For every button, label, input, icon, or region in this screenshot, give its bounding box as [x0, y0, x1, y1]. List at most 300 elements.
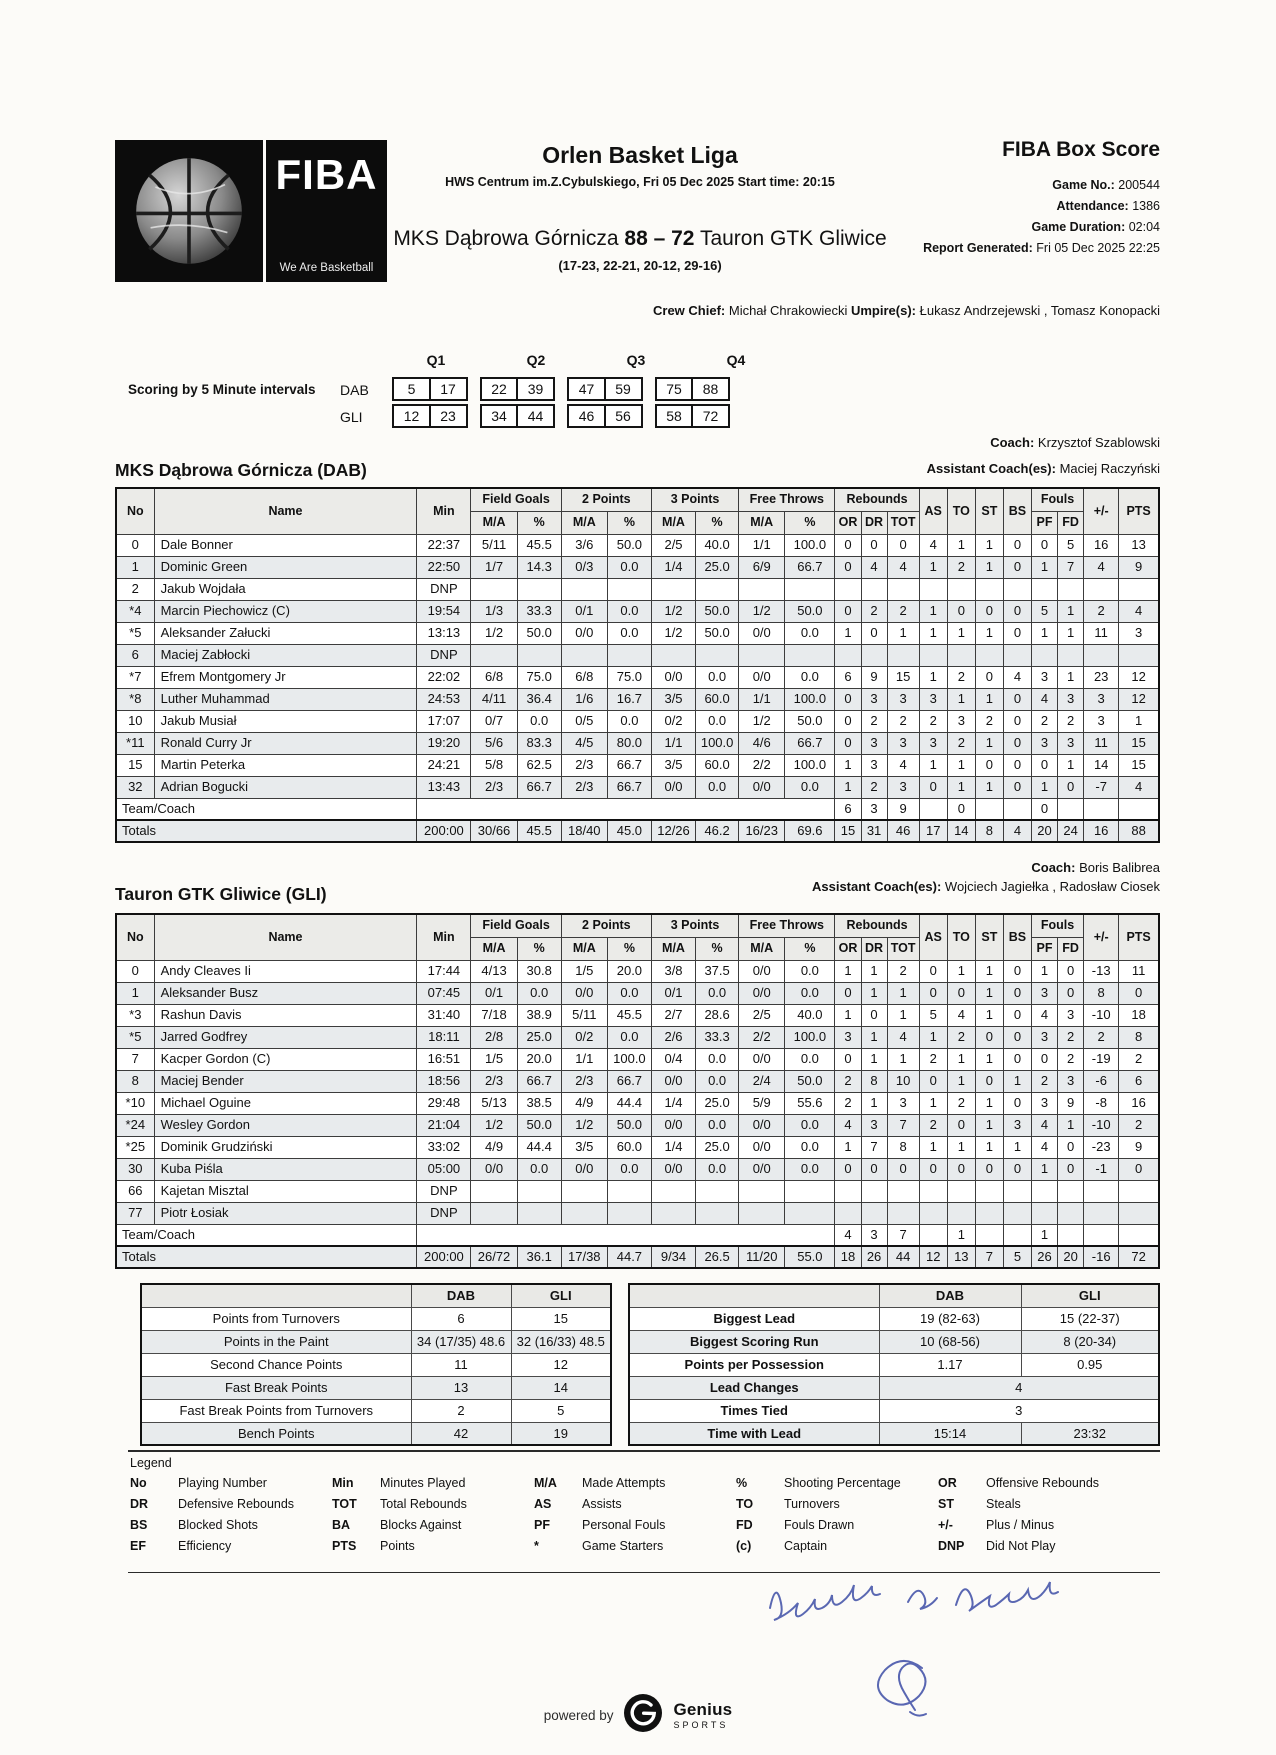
col-pct: %: [607, 937, 651, 960]
stat-cell: 11: [1084, 732, 1119, 754]
stat-cell: [1003, 1202, 1031, 1224]
stat-cell: 0: [835, 688, 861, 710]
minutes-played: DNP: [417, 1180, 471, 1202]
stat-cell: 2: [919, 710, 947, 732]
stat-cell: 60.0: [696, 754, 739, 776]
player-number: 32: [116, 776, 154, 798]
stat-cell: 2: [1119, 1114, 1159, 1136]
stat-cell: [975, 578, 1003, 600]
player-name: Jarred Godfrey: [154, 1026, 417, 1048]
stat-cell: 26: [1032, 1246, 1058, 1268]
stat-cell: 0: [861, 622, 887, 644]
game-stats-table: [628, 1283, 1160, 1446]
stat-cell: [607, 644, 651, 666]
stats-row: [141, 1307, 611, 1330]
player-row: [116, 578, 1159, 600]
stat-cell: 0: [1032, 1048, 1058, 1070]
stat-cell: 1: [887, 1004, 919, 1026]
stats-col-header: GLI: [1021, 1284, 1159, 1307]
legend-description: Blocks Against: [380, 1518, 462, 1532]
stat-cell: 1: [1119, 710, 1159, 732]
genius-sports-wordmark: Genius SPORTS: [673, 1700, 733, 1730]
stat-cell: [1058, 578, 1084, 600]
stat-cell: [919, 1224, 947, 1246]
game-number: Game No.: 200544: [1052, 178, 1160, 192]
player-name: Ronald Curry Jr: [154, 732, 417, 754]
stat-cell: 1/2: [561, 1114, 607, 1136]
legend-description: Offensive Rebounds: [986, 1476, 1100, 1490]
stat-cell: 25.0: [696, 1136, 739, 1158]
legend-item: [130, 1539, 332, 1560]
stat-cell: 1: [947, 754, 975, 776]
legend-abbr: TOT: [332, 1497, 357, 1511]
stat-cell: 1/1: [739, 534, 785, 556]
stat-cell: 0: [1032, 798, 1058, 820]
stat-cell: 2: [1058, 1048, 1084, 1070]
stat-cell: [471, 1202, 517, 1224]
stat-cell: 0: [1003, 776, 1031, 798]
stat-cell: 0.0: [785, 776, 835, 798]
col-field-goals: Field Goals: [471, 914, 561, 937]
stat-cell: 1: [975, 1114, 1003, 1136]
stat-cell: 14: [947, 820, 975, 842]
stat-cell: [861, 1202, 887, 1224]
stat-cell: 1: [861, 960, 887, 982]
stat-cell: 1: [947, 1224, 975, 1246]
header-right: [860, 138, 1160, 255]
stat-cell: 3: [1084, 688, 1119, 710]
stat-label: Points from Turnovers: [141, 1307, 411, 1330]
stat-cell: 1: [835, 1136, 861, 1158]
stat-cell: 2: [1058, 1026, 1084, 1048]
stat-cell: 0: [1003, 982, 1031, 1004]
stat-cell: 3/5: [651, 754, 695, 776]
stat-cell: [1003, 1224, 1031, 1246]
player-name: Andy Cleaves Ii: [154, 960, 417, 982]
stat-cell: 0: [1003, 754, 1031, 776]
stat-cell: 18: [835, 1246, 861, 1268]
legend-item: [332, 1476, 534, 1497]
stat-cell: 3/5: [561, 1136, 607, 1158]
stat-cell: 3: [1084, 710, 1119, 732]
stat-cell: 1: [975, 534, 1003, 556]
stat-cell: [517, 1180, 561, 1202]
player-name: Marcin Piechowicz (C): [154, 600, 417, 622]
stat-cell: 1: [975, 688, 1003, 710]
stat-cell: 3: [887, 732, 919, 754]
stat-cell: 1/2: [739, 710, 785, 732]
stat-cell: 45.5: [607, 1004, 651, 1026]
stat-cell: 0: [919, 1158, 947, 1180]
stat-cell: 31: [861, 820, 887, 842]
interval-score: 88: [691, 377, 730, 401]
stat-cell: 75.0: [517, 666, 561, 688]
stat-cell: 4: [1119, 776, 1159, 798]
stat-cell: 0/3: [561, 556, 607, 578]
legend-item: [938, 1518, 1140, 1539]
intervals-grid: [340, 352, 792, 428]
stat-cell: [1058, 798, 1084, 820]
stat-cell: [1003, 1180, 1031, 1202]
stat-cell: 12: [919, 1246, 947, 1268]
stat-cell: 3: [861, 798, 887, 820]
player-name: Adrian Bogucki: [154, 776, 417, 798]
stats-row: [141, 1353, 611, 1376]
stat-cell: [1003, 798, 1031, 820]
col-turnovers: TO: [947, 914, 975, 960]
legend-description: Efficiency: [178, 1539, 232, 1553]
stat-cell: 66.7: [607, 1070, 651, 1092]
stat-cell: 1: [947, 622, 975, 644]
row-label: Team/Coach: [116, 798, 417, 820]
stat-cell: [1084, 578, 1119, 600]
stat-value-gli: 8 (20-34): [1021, 1330, 1159, 1353]
stat-cell: 0: [1058, 960, 1084, 982]
col-2points: 2 Points: [561, 488, 651, 511]
stat-cell: 5: [1058, 534, 1084, 556]
stat-cell: [696, 578, 739, 600]
stat-cell: 1: [887, 1048, 919, 1070]
stat-cell: 0.0: [785, 1114, 835, 1136]
stat-cell: 0/0: [739, 1136, 785, 1158]
stat-cell: 2: [861, 600, 887, 622]
player-number: 1: [116, 982, 154, 1004]
stat-cell: [919, 1202, 947, 1224]
player-row: [116, 556, 1159, 578]
stat-cell: [835, 1202, 861, 1224]
legend-abbr: ST: [938, 1497, 954, 1511]
stat-cell: 0: [1003, 1004, 1031, 1026]
minutes-played: 17:07: [417, 710, 471, 732]
stat-value-gli: 32 (16/33) 48.5: [511, 1330, 611, 1353]
minutes-played: 05:00: [417, 1158, 471, 1180]
stat-cell: [919, 798, 947, 820]
minutes-played: 18:56: [417, 1070, 471, 1092]
stat-cell: 2: [947, 556, 975, 578]
player-number: *7: [116, 666, 154, 688]
stat-cell: [975, 644, 1003, 666]
minutes-played: 22:37: [417, 534, 471, 556]
stat-cell: 2/2: [739, 754, 785, 776]
stat-cell: 3: [887, 1092, 919, 1114]
stat-cell: 15: [1119, 754, 1159, 776]
scoring-intervals: [128, 352, 792, 428]
intervals-spacer: [340, 352, 392, 374]
legend-description: Did Not Play: [986, 1539, 1056, 1553]
stats-row: [629, 1330, 1159, 1353]
stat-cell: 45.5: [517, 534, 561, 556]
stat-cell: [561, 1202, 607, 1224]
minutes-played: DNP: [417, 1202, 471, 1224]
stats-col-header: DAB: [411, 1284, 511, 1307]
stat-cell: 4: [1003, 666, 1031, 688]
stat-cell: 4: [1032, 1114, 1058, 1136]
stats-header-row: [141, 1284, 611, 1307]
stat-cell: [975, 1224, 1003, 1246]
powered-by-text: powered by: [543, 1708, 614, 1723]
stat-label: Points in the Paint: [141, 1330, 411, 1353]
col-no: No: [116, 488, 154, 534]
player-row: [116, 1026, 1159, 1048]
stat-cell: 0/0: [651, 1070, 695, 1092]
player-name: Efrem Montgomery Jr: [154, 666, 417, 688]
col-ma: M/A: [739, 511, 785, 534]
stat-cell: 1: [1058, 622, 1084, 644]
stat-cell: 1: [887, 622, 919, 644]
legend-abbr: *: [534, 1539, 539, 1553]
stat-cell: 0: [919, 982, 947, 1004]
stat-cell: 16/23: [739, 820, 785, 842]
stat-cell: [471, 1180, 517, 1202]
stat-cell: 28.6: [696, 1004, 739, 1026]
attendance: Attendance: 1386: [1056, 199, 1160, 213]
stat-cell: 0: [947, 600, 975, 622]
legend-description: Steals: [986, 1497, 1021, 1511]
quarter-label: Q2: [526, 352, 546, 368]
stat-cell: 4: [887, 1026, 919, 1048]
player-row: [116, 732, 1159, 754]
stat-cell: 1: [919, 754, 947, 776]
stat-cell: [887, 644, 919, 666]
legend-item: [938, 1497, 1140, 1518]
gli-team-title: Tauron GTK Gliwice (GLI): [115, 884, 327, 904]
stat-cell: 5/11: [561, 1004, 607, 1026]
legend-description: Shooting Percentage: [784, 1476, 901, 1490]
col-pct: %: [696, 511, 739, 534]
stat-cell: 3: [1032, 1092, 1058, 1114]
stat-cell: 0.0: [696, 1048, 739, 1070]
stat-cell: 0.0: [607, 982, 651, 1004]
stat-cell: [1032, 1202, 1058, 1224]
stat-cell: 4: [1032, 1004, 1058, 1026]
stat-cell: 0.0: [696, 982, 739, 1004]
legend-abbr: BS: [130, 1518, 148, 1532]
stat-cell: 1/1: [739, 688, 785, 710]
stat-cell: 50.0: [785, 710, 835, 732]
stat-cell: 0: [1003, 960, 1031, 982]
stat-cell: 1: [975, 776, 1003, 798]
legend-item: [534, 1476, 736, 1497]
stat-cell: 4: [919, 534, 947, 556]
stat-cell: 0: [919, 776, 947, 798]
stat-cell: -6: [1084, 1070, 1119, 1092]
stat-cell: 1: [1032, 622, 1058, 644]
genius-sports-icon: [623, 1693, 663, 1738]
basketball-icon: [115, 140, 263, 282]
minutes-played: 33:02: [417, 1136, 471, 1158]
stat-cell: 0: [975, 1026, 1003, 1048]
stat-cell: 3: [1032, 666, 1058, 688]
stat-cell: [561, 644, 607, 666]
fiba-text: FIBA: [275, 151, 378, 198]
player-number: 6: [116, 644, 154, 666]
stat-cell: [947, 1202, 975, 1224]
col-min: Min: [417, 914, 471, 960]
stat-cell: 72: [1119, 1246, 1159, 1268]
stat-cell: 50.0: [785, 600, 835, 622]
row-label: Team/Coach: [116, 1224, 417, 1246]
stat-cell: 11: [1084, 622, 1119, 644]
stat-cell: 1: [861, 1092, 887, 1114]
stat-cell: 1: [835, 776, 861, 798]
col-blocks: BS: [1003, 488, 1031, 534]
legend-description: Minutes Played: [380, 1476, 466, 1490]
minutes-played: 13:43: [417, 776, 471, 798]
stat-cell: 1: [919, 1026, 947, 1048]
stat-cell: 38.9: [517, 1004, 561, 1026]
minutes-played: 19:20: [417, 732, 471, 754]
col-ma: M/A: [651, 511, 695, 534]
stat-cell: [1058, 1202, 1084, 1224]
stat-cell: 0: [1058, 776, 1084, 798]
stat-value-dab: 1.17: [879, 1353, 1021, 1376]
stat-cell: 6/9: [739, 556, 785, 578]
stat-cell: 4: [1003, 820, 1031, 842]
legend-row: [130, 1497, 1150, 1518]
col-3points: 3 Points: [651, 488, 738, 511]
stat-cell: 0/7: [471, 710, 517, 732]
stat-cell: [696, 1180, 739, 1202]
col-ma: M/A: [739, 937, 785, 960]
minutes-played: 200:00: [417, 1246, 471, 1268]
stat-cell: [785, 1202, 835, 1224]
stat-cell: 2: [1084, 600, 1119, 622]
stat-cell: [1084, 1180, 1119, 1202]
final-score: 88 – 72: [624, 227, 695, 250]
stat-value-gli: 5: [511, 1399, 611, 1422]
stat-cell: 2: [835, 1092, 861, 1114]
stat-cell: 17: [919, 820, 947, 842]
stat-value-dab: 10 (68-56): [879, 1330, 1021, 1353]
stat-cell: 1: [861, 1026, 887, 1048]
legend-item: [130, 1497, 332, 1518]
stat-cell: 10: [887, 1070, 919, 1092]
stat-cell: 1: [975, 1048, 1003, 1070]
stat-cell: 1: [1032, 1158, 1058, 1180]
stat-cell: 100.0: [785, 754, 835, 776]
stat-value-gli: 15: [511, 1307, 611, 1330]
col-rebounds: Rebounds: [835, 488, 919, 511]
stat-cell: [887, 578, 919, 600]
dab-coach-name: Krzysztof Szablowski: [1037, 435, 1160, 450]
col-name: Name: [154, 488, 417, 534]
player-name: Piotr Łosiak: [154, 1202, 417, 1224]
stat-cell: [835, 578, 861, 600]
player-row: [116, 1004, 1159, 1026]
col-blocks: BS: [1003, 914, 1031, 960]
stat-cell: 16: [1119, 1092, 1159, 1114]
minutes-played: 200:00: [417, 820, 471, 842]
interval-score: 59: [604, 377, 643, 401]
stat-cell: [651, 578, 695, 600]
stat-cell: [1032, 1180, 1058, 1202]
stat-cell: 1: [1003, 1070, 1031, 1092]
stat-cell: [1032, 578, 1058, 600]
col-pct: %: [785, 937, 835, 960]
stat-cell: 17/38: [561, 1246, 607, 1268]
stat-cell: 4: [835, 1224, 861, 1246]
quarter-label: Q4: [726, 352, 746, 368]
stat-cell: 3: [861, 688, 887, 710]
player-name: Jakub Wojdała: [154, 578, 417, 600]
stat-cell: [517, 1202, 561, 1224]
col-pct: %: [696, 937, 739, 960]
col-pf: PF: [1032, 511, 1058, 534]
stats-row: [141, 1399, 611, 1422]
stat-cell: 1: [1058, 666, 1084, 688]
stat-cell: 50.0: [785, 1070, 835, 1092]
stat-cell: 16: [1084, 534, 1119, 556]
stat-cell: 4: [887, 556, 919, 578]
footer: [0, 1693, 1276, 1738]
stat-cell: 0.0: [607, 556, 651, 578]
legend-row: [130, 1518, 1150, 1539]
player-number: 30: [116, 1158, 154, 1180]
legend-description: Playing Number: [178, 1476, 267, 1490]
stat-value-dab: 15:14: [879, 1422, 1021, 1445]
stat-cell: 100.0: [607, 1048, 651, 1070]
stat-cell: [1119, 1180, 1159, 1202]
intervals-team-row: [340, 404, 792, 428]
stat-value-shared: 4: [879, 1376, 1159, 1399]
stat-cell: 69.6: [785, 820, 835, 842]
legend-description: Blocked Shots: [178, 1518, 258, 1532]
col-pct: %: [785, 511, 835, 534]
stat-cell: 3/5: [651, 688, 695, 710]
interval-score: 72: [691, 404, 730, 428]
stat-cell: 3: [1032, 982, 1058, 1004]
intervals-team-row: [340, 377, 792, 401]
player-row: [116, 1180, 1159, 1202]
stat-cell: 40.0: [696, 534, 739, 556]
stats-col-header: GLI: [511, 1284, 611, 1307]
stat-cell: 1/2: [651, 622, 695, 644]
col-assists: AS: [919, 488, 947, 534]
stat-cell: 1/3: [471, 600, 517, 622]
stat-cell: 2/3: [471, 776, 517, 798]
player-number: 0: [116, 534, 154, 556]
col-field-goals: Field Goals: [471, 488, 561, 511]
col-plusminus: +/-: [1084, 914, 1119, 960]
stat-cell: [1119, 1202, 1159, 1224]
stat-cell: 7: [861, 1136, 887, 1158]
player-name: Dale Bonner: [154, 534, 417, 556]
col-fd: FD: [1058, 937, 1084, 960]
stat-cell: [785, 1180, 835, 1202]
stat-cell: 1/2: [471, 1114, 517, 1136]
stat-cell: 2/3: [561, 754, 607, 776]
col-ma: M/A: [471, 937, 517, 960]
player-number: *11: [116, 732, 154, 754]
stat-cell: 2: [1032, 710, 1058, 732]
stat-cell: 2: [887, 600, 919, 622]
interval-score: 56: [604, 404, 643, 428]
player-number: *5: [116, 622, 154, 644]
col-turnovers: TO: [947, 488, 975, 534]
stat-cell: 1: [919, 1136, 947, 1158]
stat-cell: 2: [919, 1048, 947, 1070]
stat-cell: 36.4: [517, 688, 561, 710]
player-row: [116, 1048, 1159, 1070]
stat-cell: 1: [919, 1092, 947, 1114]
stat-cell: 2/5: [651, 534, 695, 556]
player-number: *3: [116, 1004, 154, 1026]
stat-label: Fast Break Points: [141, 1376, 411, 1399]
stat-cell: 0: [947, 1158, 975, 1180]
stat-cell: 0.0: [607, 1026, 651, 1048]
stat-cell: 0: [1003, 732, 1031, 754]
row-label: Totals: [116, 1246, 417, 1268]
